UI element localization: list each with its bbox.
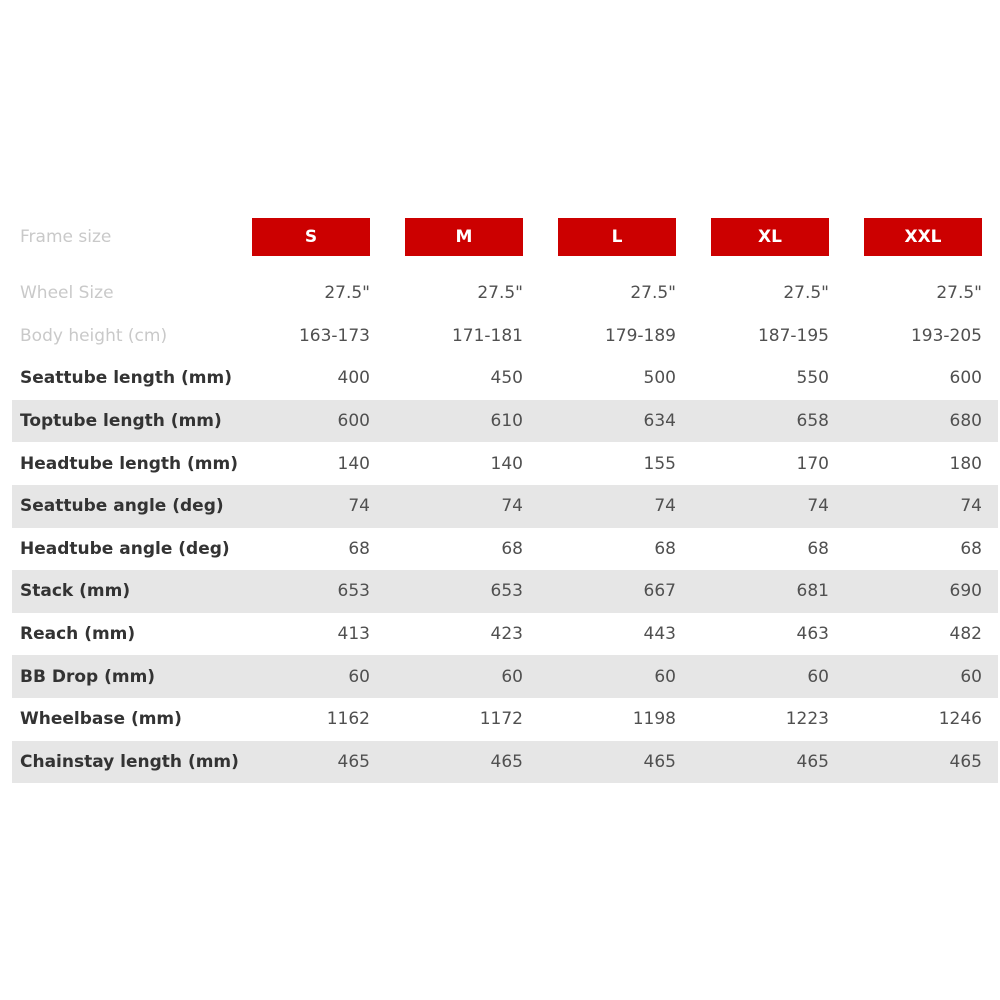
- table-row: [12, 655, 998, 698]
- table-cell: 443: [643, 624, 676, 645]
- size-badge-l: L: [558, 218, 676, 256]
- table-cell: 465: [337, 751, 370, 772]
- table-cell: 60: [654, 666, 676, 687]
- table-cell: 500: [643, 368, 676, 389]
- table-cell: 610: [490, 411, 523, 432]
- table-cell: 74: [501, 496, 523, 517]
- table-row: [12, 485, 998, 528]
- row-label: Wheel Size: [20, 283, 114, 304]
- table-cell: 634: [643, 411, 676, 432]
- row-label: Seattube angle (deg): [20, 496, 224, 517]
- table-cell: 170: [796, 453, 829, 474]
- table-row: [12, 613, 998, 656]
- table-row: [12, 570, 998, 613]
- row-label: Reach (mm): [20, 624, 136, 645]
- row-label: Body height (cm): [20, 325, 168, 346]
- table-cell: 413: [337, 624, 370, 645]
- table-cell: 171-181: [451, 325, 523, 346]
- table-row: [12, 400, 998, 443]
- table-cell: 60: [501, 666, 523, 687]
- table-cell: 193-205: [910, 325, 982, 346]
- table-cell: 681: [796, 581, 829, 602]
- table-cell: 68: [960, 538, 982, 559]
- table-cell: 68: [807, 538, 829, 559]
- table-cell: 60: [807, 666, 829, 687]
- table-row: [12, 528, 998, 571]
- table-cell: 1198: [632, 709, 676, 730]
- table-cell: 74: [654, 496, 676, 517]
- row-label: Chainstay length (mm): [20, 751, 239, 772]
- table-cell: 667: [643, 581, 676, 602]
- table-cell: 482: [949, 624, 982, 645]
- table-cell: 400: [337, 368, 370, 389]
- row-label: BB Drop (mm): [20, 666, 156, 687]
- row-label: Wheelbase (mm): [20, 709, 182, 730]
- geometry-table: [12, 214, 998, 783]
- table-cell: 179-189: [604, 325, 676, 346]
- table-cell: 1223: [785, 709, 829, 730]
- size-badge-m: M: [405, 218, 523, 256]
- table-row: [12, 357, 998, 400]
- table-cell: 658: [796, 411, 829, 432]
- table-cell: 140: [337, 453, 370, 474]
- table-cell: 653: [490, 581, 523, 602]
- table-cell: 68: [501, 538, 523, 559]
- table-cell: 1172: [479, 709, 523, 730]
- table-cell: 68: [348, 538, 370, 559]
- table-row: [12, 442, 998, 485]
- row-label: Toptube length (mm): [20, 411, 222, 432]
- table-cell: 463: [796, 624, 829, 645]
- table-cell: 27.5": [783, 283, 829, 304]
- size-badge-xl: XL: [711, 218, 829, 256]
- table-cell: 60: [960, 666, 982, 687]
- row-label: Headtube angle (deg): [20, 538, 230, 559]
- table-cell: 180: [949, 453, 982, 474]
- frame-size-header-row: [12, 214, 998, 260]
- geometry-rows: [12, 272, 998, 783]
- table-cell: 163-173: [298, 325, 370, 346]
- table-cell: 187-195: [757, 325, 829, 346]
- row-label: Stack (mm): [20, 581, 131, 602]
- table-cell: 465: [949, 751, 982, 772]
- table-cell: 74: [960, 496, 982, 517]
- table-cell: 423: [490, 624, 523, 645]
- table-cell: 60: [348, 666, 370, 687]
- table-cell: 465: [643, 751, 676, 772]
- table-cell: 690: [949, 581, 982, 602]
- table-cell: 600: [337, 411, 370, 432]
- table-row: [12, 698, 998, 741]
- table-cell: 27.5": [936, 283, 982, 304]
- table-cell: 465: [490, 751, 523, 772]
- table-cell: 27.5": [630, 283, 676, 304]
- size-badge-xxl: XXL: [864, 218, 982, 256]
- row-label: Headtube length (mm): [20, 453, 238, 474]
- table-cell: 465: [796, 751, 829, 772]
- frame-size-label: Frame size: [20, 227, 112, 247]
- table-cell: 27.5": [477, 283, 523, 304]
- table-cell: 74: [348, 496, 370, 517]
- table-cell: 680: [949, 411, 982, 432]
- table-cell: 140: [490, 453, 523, 474]
- size-badge-s: S: [252, 218, 370, 256]
- table-row: [12, 272, 998, 315]
- table-cell: 600: [949, 368, 982, 389]
- table-cell: 653: [337, 581, 370, 602]
- table-cell: 68: [654, 538, 676, 559]
- table-cell: 550: [796, 368, 829, 389]
- table-cell: 27.5": [324, 283, 370, 304]
- table-row: [12, 315, 998, 358]
- table-cell: 1162: [326, 709, 370, 730]
- table-cell: 74: [807, 496, 829, 517]
- table-cell: 155: [643, 453, 676, 474]
- frame-size-badges: [252, 218, 998, 256]
- table-row: [12, 741, 998, 784]
- table-cell: 450: [490, 368, 523, 389]
- table-cell: 1246: [938, 709, 982, 730]
- row-label: Seattube length (mm): [20, 368, 232, 389]
